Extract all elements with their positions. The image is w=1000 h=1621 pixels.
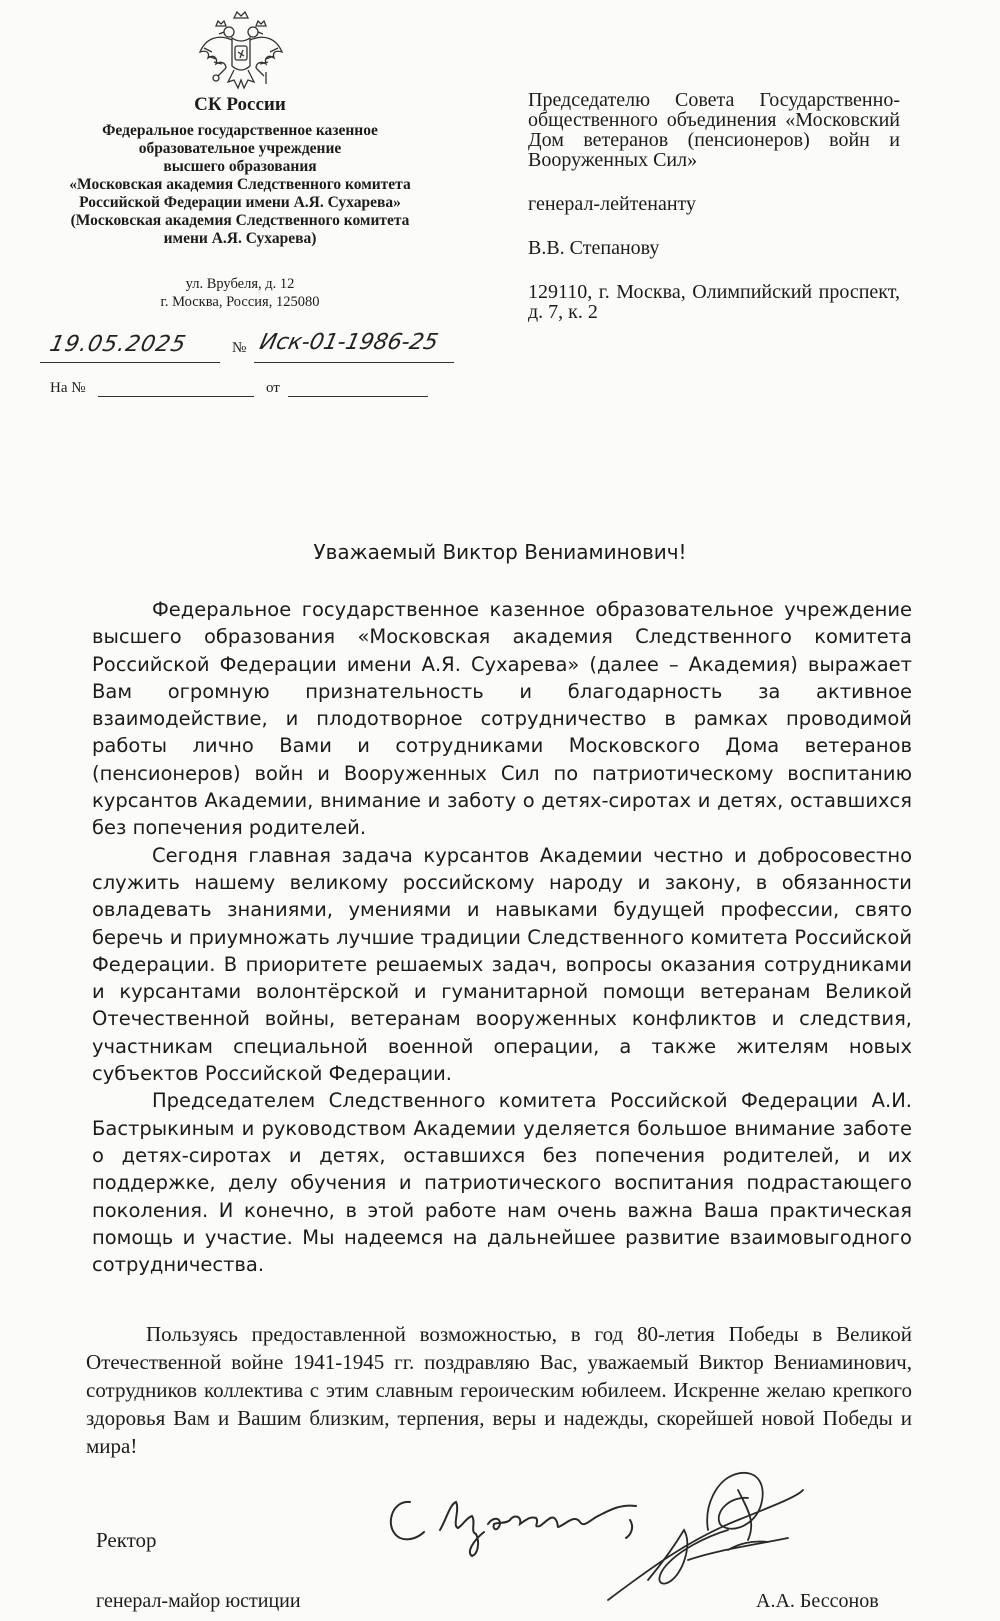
org-full-name-line: «Московская академия Следственного комитета bbox=[69, 176, 411, 193]
addressee-address: 129110, г. Москва, Олимпийский проспект, д. 7, к. 2 bbox=[528, 281, 900, 323]
coat-of-arms-icon bbox=[196, 8, 286, 94]
reply-number-label: На № bbox=[50, 380, 86, 396]
addressee-block bbox=[528, 90, 900, 322]
body-paragraph: Председателем Следственного комитета Российской Федерации А.И. Бастрыкиным и руководством Академии уделяется большое внимание заботе о детях-сиротах и детях, оставшихся без попечения родителей, и их поддержке, делу обучения и патриотического воспитания подрастающего поколения. И конечно, в этой работе нам очень важна Ваша практическая помощь и участие. Мы надеемся на дальнейшее развитие взаимовыгодного сотрудничества. bbox=[92, 1089, 912, 1277]
sender-address bbox=[120, 275, 360, 311]
org-short-name: СК России bbox=[194, 94, 286, 115]
ref-date: 19.05.2025 bbox=[47, 332, 189, 357]
addressee-name: В.В. Степанову bbox=[528, 237, 660, 259]
signer-rank: генерал-майор юстиции bbox=[96, 1590, 301, 1612]
signer-title: Ректор bbox=[96, 1528, 157, 1552]
ref-number: Иск-01-1986-25 bbox=[257, 330, 441, 355]
closing-paragraph: Пользуясь предоставленной возможностью, в год 80-летия Победы в Великой Отечественной войне 1941-1945 гг. поздравляю Вас, уважаемый Виктор Вениаминович, сотрудников коллектива с этим славным героическим юбилеем. Искренне желаю крепкого здоровья Вам и Вашим близким, терпения, веры и надежды, скорейшей новой Победы и мира! bbox=[86, 1322, 912, 1458]
org-full-name-line: Федеральное государственное казенное bbox=[102, 122, 378, 139]
closing-paragraph-block bbox=[86, 1320, 912, 1460]
address-line: г. Москва, Россия, 125080 bbox=[160, 294, 320, 310]
ref-number-underline bbox=[254, 362, 454, 363]
address-line: ул. Врубеля, д. 12 bbox=[185, 276, 295, 292]
ref-date-underline bbox=[40, 362, 220, 363]
reply-date-label: от bbox=[266, 380, 280, 396]
addressee-position: Председателю Совета Государственно-общественного объединения «Московский Дом ветеранов (пенсионеров) войн и Вооруженных Сил» bbox=[528, 89, 900, 171]
outgoing-reference bbox=[40, 332, 480, 366]
reply-reference bbox=[40, 380, 480, 402]
reply-date-underline bbox=[288, 396, 428, 397]
org-full-name-line: (Московская академия Следственного комитета bbox=[70, 212, 410, 229]
reply-number-underline bbox=[98, 396, 254, 397]
ref-number-label: № bbox=[232, 340, 247, 356]
org-full-name-line: Российской Федерации имени А.Я. Сухарева» bbox=[79, 194, 401, 211]
signature-icon bbox=[588, 1460, 808, 1610]
signer-name: А.А. Бессонов bbox=[756, 1590, 879, 1612]
body-paragraph: Сегодня главная задача курсантов Академии честно и добросовестно служить нашему великому российскому народу и закону, в обязанности овладевать знаниями, умениями и навыками будущей профессии, свято беречь и приумножать лучшие традиции Следственного комитета Российской Федерации. В приоритете решаемых задач, вопросы оказания сотрудниками и курсантами волонтёрской и гуманитарной помощи ветеранам Великой Отечественной войны, ветеранам вооруженных конфликтов и следствия, участникам специальной военной операции, а также жителям новых субъектов Российской Федерации. bbox=[92, 843, 912, 1086]
body-paragraph: Федеральное государственное казенное образовательное учреждение высшего образования «Московская академия Следственного комитета Российской Федерации имени А.Я. Сухарева» (далее – Академия) выражает Вам огромную признательность и благодарность за активное взаимодействие, и плодотворное сотрудничество в рамках проводимой работы лично Вами и сотрудниками Московского Дома ветеранов (пенсионеров) войн и Вооруженных Сил по патриотическому воспитанию курсантов Академии, внимание и заботу о детях-сиротах и детях, оставшихся без попечения родителей. bbox=[92, 598, 912, 840]
sender-header bbox=[20, 94, 460, 248]
addressee-rank: генерал-лейтенанту bbox=[528, 193, 697, 215]
salutation: Уважаемый Виктор Вениаминович! bbox=[313, 540, 687, 564]
org-full-name-line: высшего образования bbox=[163, 158, 317, 175]
org-full-name-line: имени А.Я. Сухарева) bbox=[163, 230, 317, 247]
org-full-name-line: образовательное учреждение bbox=[138, 140, 342, 157]
letter-body bbox=[92, 596, 912, 1278]
